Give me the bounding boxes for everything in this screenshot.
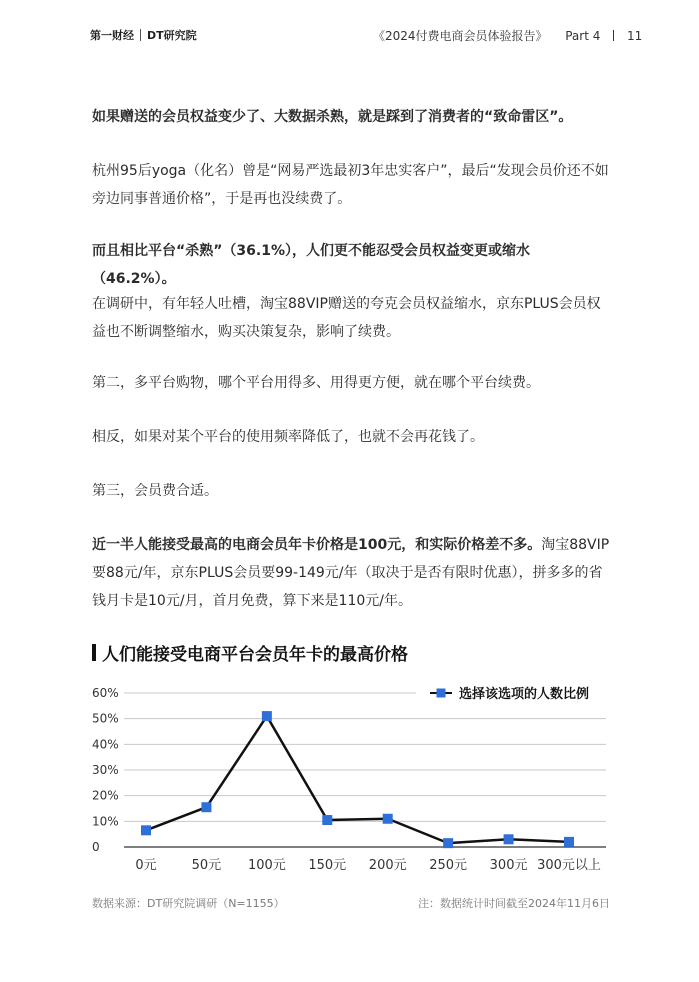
y-tick-label: 40% — [92, 737, 119, 752]
series-line — [146, 716, 569, 843]
y-tick-label: 60% — [92, 686, 119, 700]
chart-title-text: 人们能接受电商平台会员年卡的最高价格 — [102, 645, 408, 665]
paragraph-2: 杭州95后yoga（化名）曾是“网易严选最初3年忠实客户”，最后“发现会员价还不如旁边同事普通价格”，于是再也没续费了。 — [92, 163, 609, 207]
x-tick-label: 150元 — [308, 858, 347, 873]
y-tick-label: 30% — [92, 763, 119, 777]
x-tick-label: 0元 — [135, 858, 157, 873]
paragraph-8-bold: 近一半人能接受最高的电商会员年卡价格是100元，和实际价格差不多。 — [92, 537, 542, 553]
paragraph-1: 如果赠送的会员权益变少了、大数据杀熟，就是踩到了消费者的“致命雷区”。 — [92, 109, 573, 125]
x-tick-label: 250元 — [429, 858, 468, 873]
paragraph-8-rest: 淘宝88VIP要88元/年，京东PLUS会员要99-149元/年（取决于是否有限时优惠），拼多多的省钱月卡是10元/月，首月免费，算下来是110元/年。 — [92, 537, 610, 609]
paragraph-4: 在调研中，有年轻人吐槽，淘宝88VIP赠送的夸克会员权益缩水，京东PLUS会员权益也不断调整缩水，购买决策复杂，影响了续费。 — [92, 296, 601, 340]
logo-dt: DT研究院 — [147, 29, 197, 42]
data-point — [322, 815, 332, 825]
legend-label: 选择该选项的人数比例 — [459, 687, 590, 702]
logo-yicai: 第一财经 — [90, 29, 134, 42]
x-tick-label: 50元 — [191, 858, 222, 873]
paragraph-3: 而且相比平台“杀熟”（36.1%），人们更不能忍受会员权益变更或缩水（46.2%）。 — [92, 243, 530, 287]
data-point — [201, 802, 211, 812]
y-tick-label: 20% — [92, 788, 119, 803]
data-point — [262, 711, 272, 721]
page-number: 11 — [627, 29, 643, 43]
report-title: 《2024付费电商会员体验报告》 — [373, 29, 548, 43]
x-tick-label: 200元 — [368, 858, 407, 873]
x-tick-label: 300元以上 — [537, 858, 601, 873]
paragraph-7: 第三，会员费合适。 — [92, 483, 218, 499]
data-point — [564, 837, 574, 847]
report-part: Part 4 — [565, 29, 601, 43]
data-source: 数据来源：DT研究院调研（N=1155） — [92, 897, 285, 910]
data-point — [504, 834, 514, 844]
data-note: 注：数据统计时间截至2024年11月6日 — [418, 897, 610, 910]
paragraph-5: 第二，多平台购物，哪个平台用得多、用得更方便，就在哪个平台续费。 — [92, 375, 540, 391]
data-point — [383, 814, 393, 824]
y-tick-label: 50% — [92, 711, 119, 726]
legend-marker — [437, 689, 446, 698]
y-tick-label: 10% — [92, 814, 119, 829]
data-point — [141, 825, 151, 835]
data-point — [443, 838, 453, 848]
y-tick-label: 0 — [92, 840, 100, 854]
x-tick-label: 100元 — [247, 858, 286, 873]
paragraph-6: 相反，如果对某个平台的使用频率降低了，也就不会再花钱了。 — [92, 429, 484, 445]
x-tick-label: 300元 — [489, 858, 528, 873]
